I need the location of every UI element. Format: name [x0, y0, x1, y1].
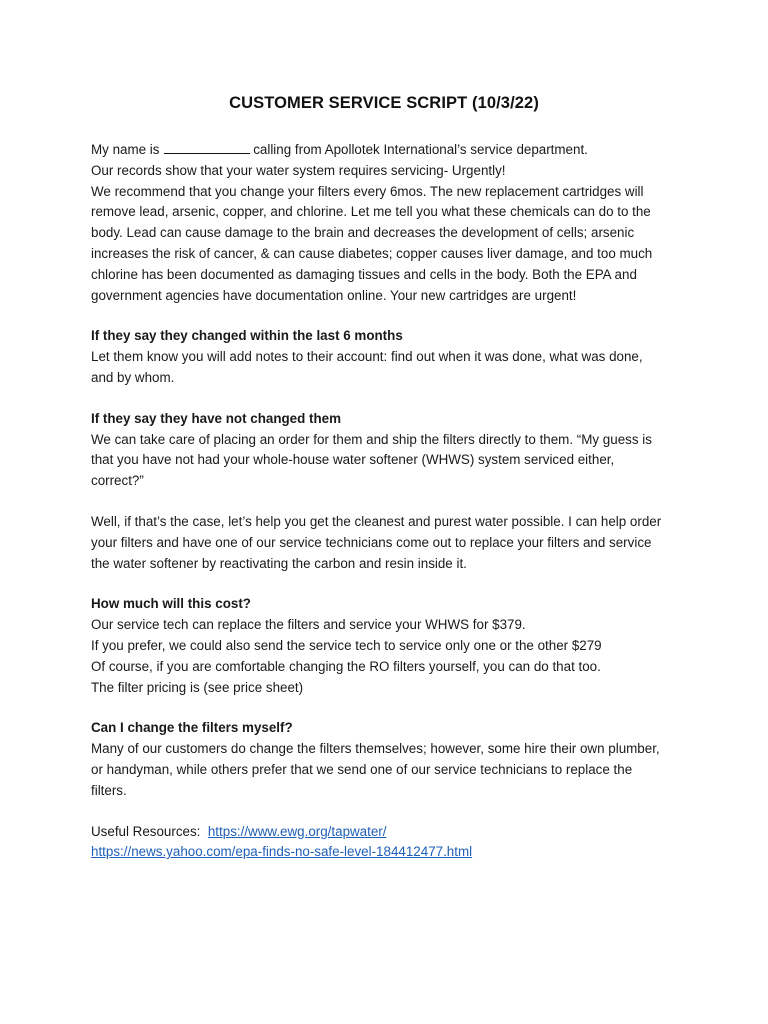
intro-line: We recommend that you change your filters every 6mos. The new replacement cartridges will — [91, 183, 644, 199]
section-line: Our service tech can replace the filters and service your WHWS for $379. — [91, 617, 526, 633]
document-title: CUSTOMER SERVICE SCRIPT (10/3/22) — [229, 94, 539, 112]
section-line: Let them know you will add notes to their account: find out when it was done, what was done, — [91, 349, 643, 365]
intro-line: government agencies have documentation online. Your new cartridges are urgent! — [91, 287, 577, 303]
section-heading-self-change: Can I change the filters myself? — [91, 720, 293, 736]
section-line: or handyman, while others prefer that we send one of our service technicians to replace the — [91, 761, 633, 777]
section-heading-not-changed: If they say they have not changed them — [91, 410, 342, 426]
section-line: We can take care of placing an order for them and ship the filters directly to them. “My guess is — [91, 431, 652, 447]
section-line: Many of our customers do change the filters themselves; however, some hire their own plumber, — [91, 741, 660, 757]
intro-line: chlorine has been documented as damaging tissues and cells in the body. Both the EPA and — [91, 266, 637, 282]
yahoo-epa-link[interactable]: https://news.yahoo.com/epa-finds-no-safe-level-184412477.html — [91, 844, 473, 860]
section-line: correct?” — [91, 473, 144, 489]
section-line: The filter pricing is (see price sheet) — [91, 679, 304, 695]
intro-line: remove lead, arsenic, copper, and chlorine. Let me tell you what these chemicals can do to the — [91, 204, 651, 220]
section-line: and by whom. — [91, 369, 175, 385]
section-line: your filters and have one of our service technicians come out to replace your filters and service — [91, 534, 652, 550]
section-line: filters. — [91, 782, 127, 798]
resources-label: Useful Resources: — [91, 823, 201, 839]
paragraph-gap — [91, 802, 691, 822]
paragraph-gap — [91, 306, 691, 326]
section-heading-cost: How much will this cost? — [91, 596, 251, 612]
section-heading-changed-recently: If they say they changed within the last 6 months — [91, 328, 403, 344]
intro-name-prefix: My name is — [91, 142, 160, 157]
paragraph-gap — [91, 698, 691, 718]
intro-line: Our records show that your water system requires servicing- Urgently! — [91, 162, 506, 178]
section-line: that you have not had your whole-house water softener (WHWS) system serviced either, — [91, 452, 615, 468]
section-line: Well, if that’s the case, let’s help you get the cleanest and purest water possible. I can help order — [91, 513, 662, 529]
paragraph-gap — [91, 574, 691, 594]
resources-line-2 — [91, 842, 691, 863]
section-line: the water softener by reactivating the carbon and resin inside it. — [91, 555, 467, 571]
intro-line: body. Lead can cause damage to the brain and decreases the development of cells; arsenic — [91, 225, 635, 241]
section-line: If you prefer, we could also send the service tech to service only one or the other $279 — [91, 637, 602, 653]
name-blank — [164, 141, 250, 154]
paragraph-gap — [91, 492, 691, 512]
document-body — [91, 140, 691, 863]
ewg-tapwater-link[interactable]: https://www.ewg.org/tapwater/ — [207, 823, 387, 839]
section-line: Of course, if you are comfortable changing the RO filters yourself, you can do that too. — [91, 658, 601, 674]
resources-line — [91, 822, 691, 843]
paragraph-gap — [91, 389, 691, 409]
intro-name-suffix: calling from Apollotek International’s service department. — [253, 142, 588, 157]
intro-name-line — [91, 140, 691, 161]
intro-line: increases the risk of cancer, & can cause diabetes; copper causes liver damage, and too much — [91, 245, 653, 261]
